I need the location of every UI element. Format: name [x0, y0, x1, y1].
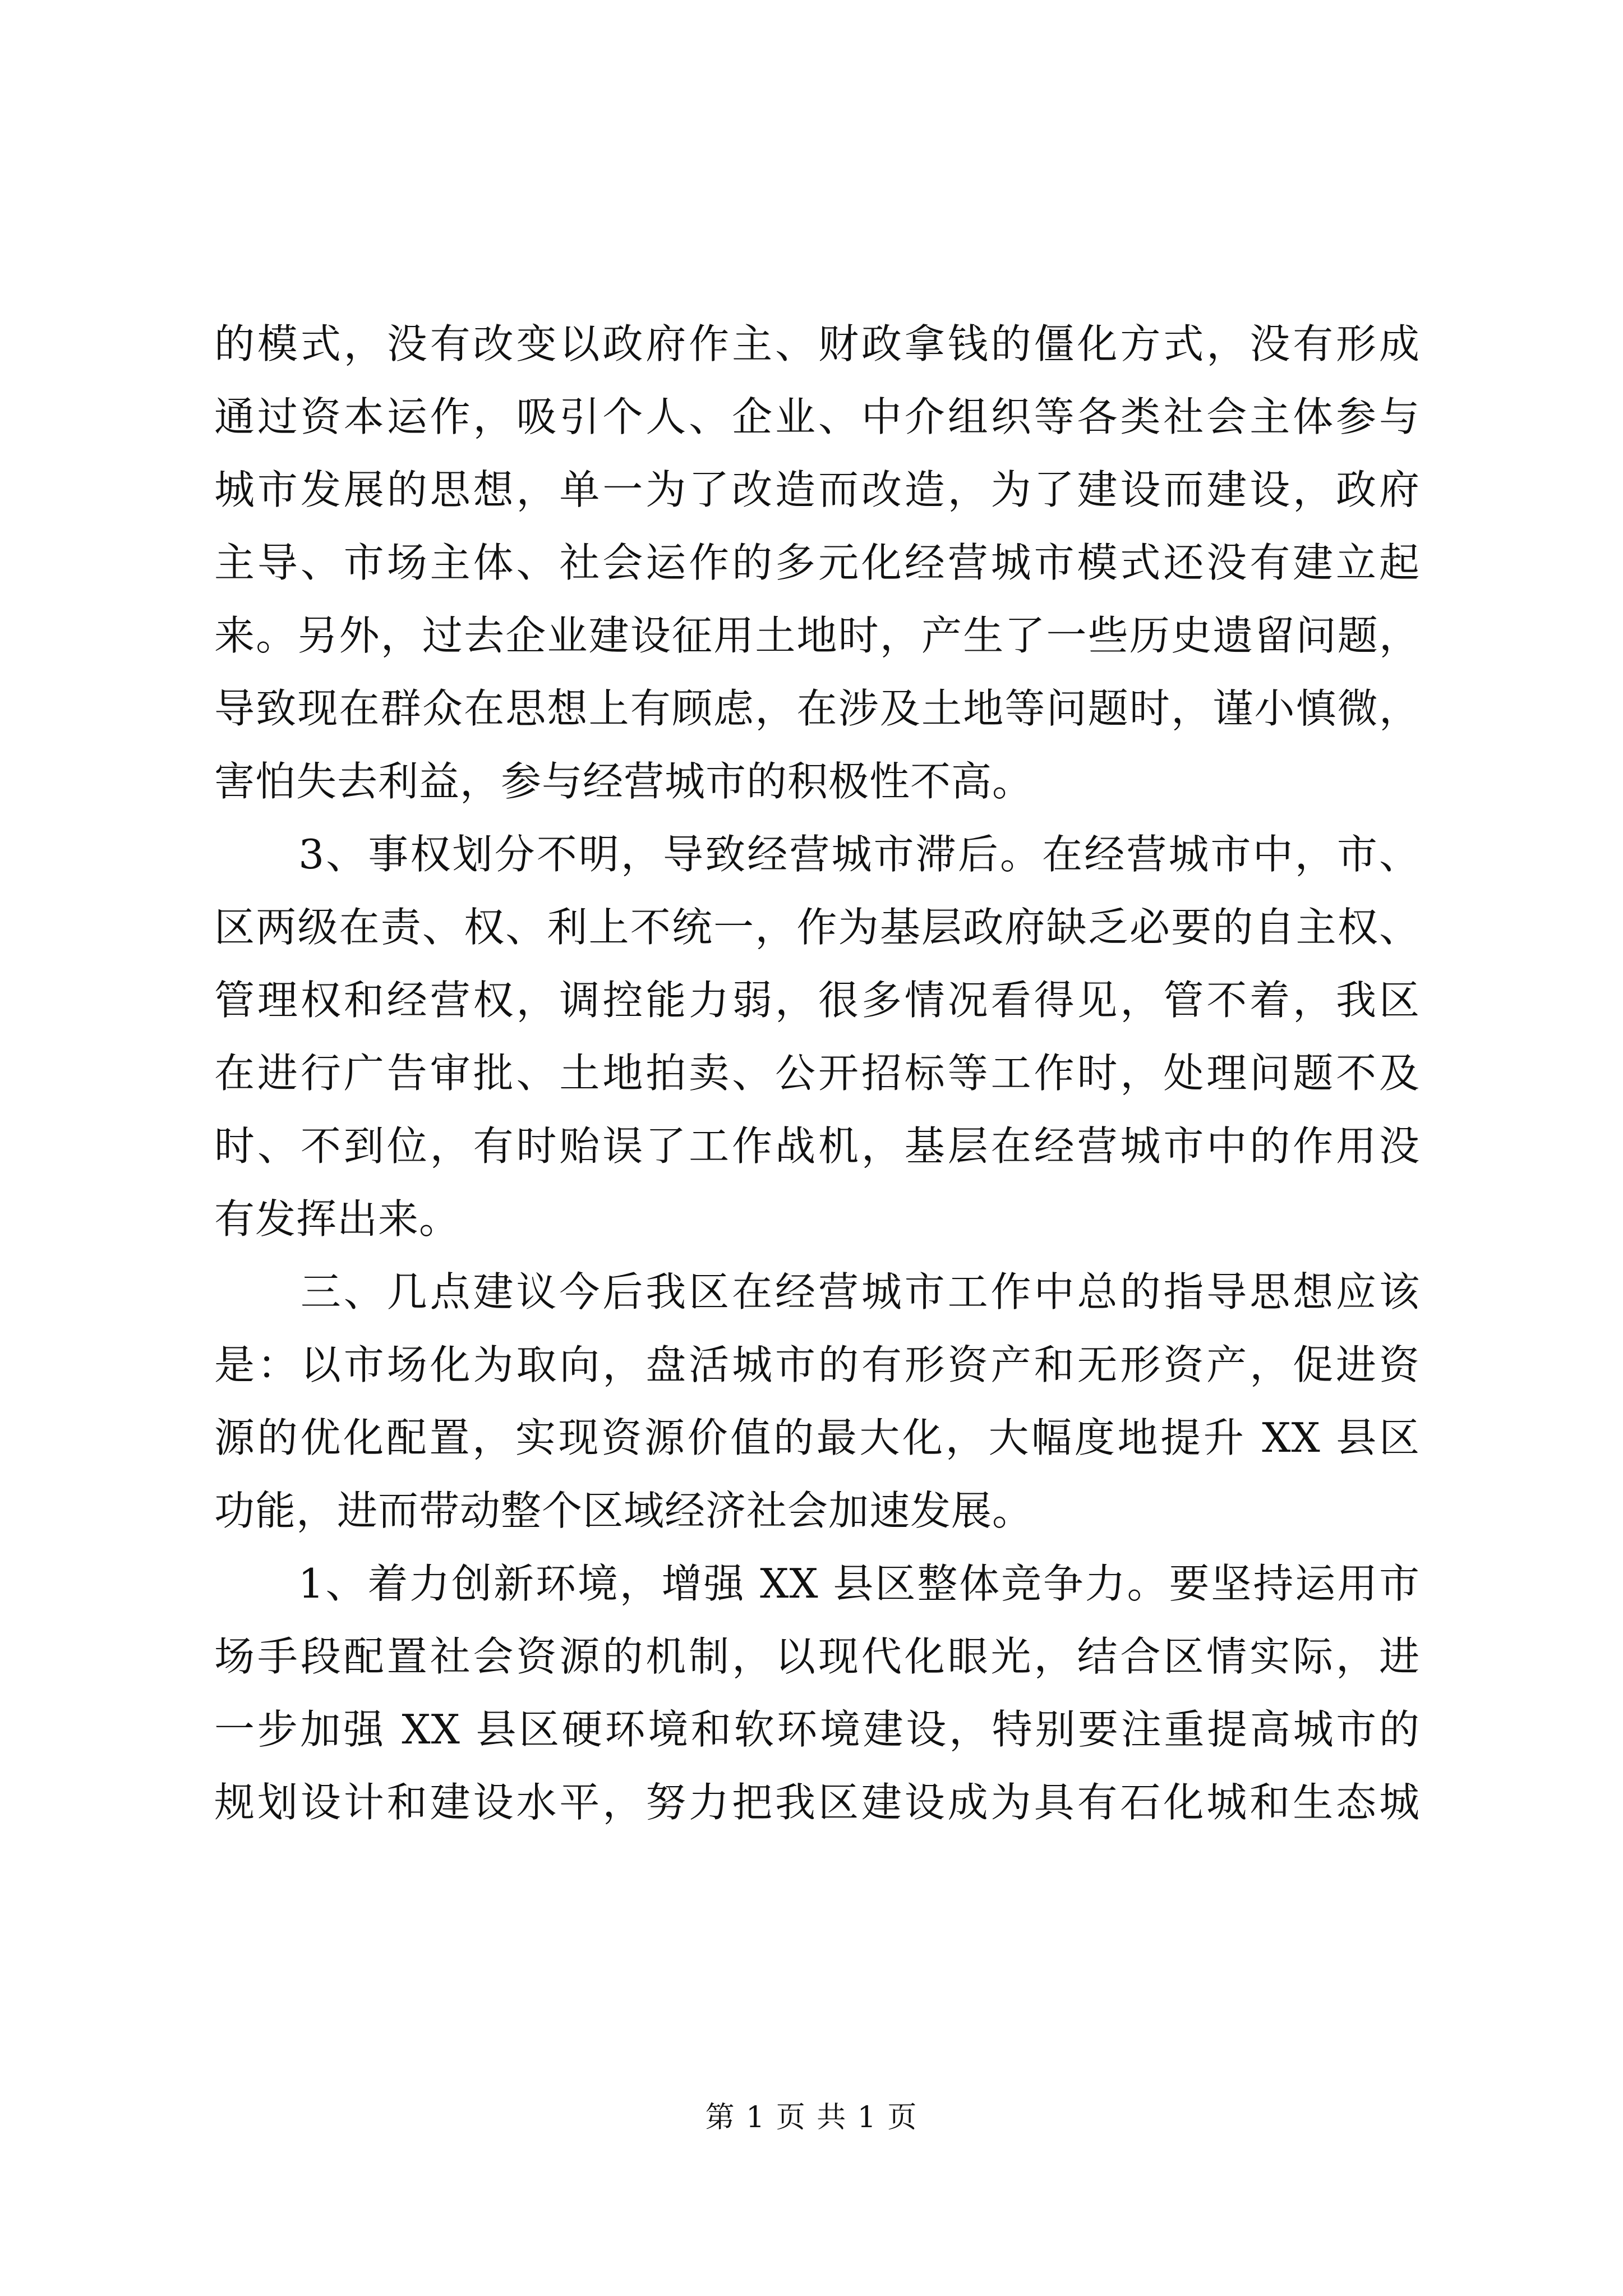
page-number-label: 第 1 页 共 1 页: [705, 2101, 918, 2134]
text-line: 3、事权划分不明，导致经营城市滞后。在经营城市中，市、: [214, 831, 1420, 878]
text-line: 在进行广告审批、土地拍卖、公开招标等工作时，处理问题不及: [214, 1050, 1420, 1097]
paragraph-2: [214, 818, 1420, 1255]
paragraph-1: [214, 307, 1420, 818]
text-line: 区两级在责、权、利上不统一，作为基层政府缺乏必要的自主权、: [214, 904, 1420, 951]
text-line: 场手段配置社会资源的机制，以现代化眼光，结合区情实际，进: [214, 1633, 1420, 1680]
text-line: 时、不到位，有时贻误了工作战机，基层在经营城市中的作用没: [214, 1122, 1420, 1170]
text-line: 主导、市场主体、社会运作的多元化经营城市模式还没有建立起: [214, 539, 1420, 586]
text-line: 功能，进而带动整个区域经济社会加速发展。: [214, 1487, 1034, 1534]
text-line: 规划设计和建设水平，努力把我区建设成为具有石化城和生态城: [214, 1779, 1420, 1826]
text-line: 来。另外，过去企业建设征用土地时，产生了一些历史遗留问题，: [214, 612, 1420, 659]
text-line: 一步加强 XX 县区硬环境和软环境建设，特别要注重提高城市的: [214, 1706, 1420, 1753]
text-line: 通过资本运作，吸引个人、企业、中介组织等各类社会主体参与: [214, 393, 1420, 440]
text-line: 源的优化配置，实现资源价值的最大化，大幅度地提升 XX 县区: [214, 1414, 1420, 1461]
text-line: 1、着力创新环境，增强 XX 县区整体竞争力。要坚持运用市: [214, 1560, 1420, 1607]
text-line: 管理权和经营权，调控能力弱，很多情况看得见，管不着，我区: [214, 977, 1420, 1024]
text-line: 害怕失去利益，参与经营城市的积极性不高。: [214, 758, 1034, 805]
text-line: 城市发展的思想，单一为了改造而改造，为了建设而建设，政府: [214, 466, 1420, 513]
text-line: 三、几点建议今后我区在经营城市工作中总的指导思想应该: [214, 1268, 1420, 1315]
paragraph-4: [214, 1547, 1420, 1839]
text-line: 导致现在群众在思想上有顾虑，在涉及土地等问题时，谨小慎微，: [214, 685, 1420, 732]
page-footer: [0, 2098, 1623, 2137]
text-line: 有发挥出来。: [214, 1195, 460, 1243]
text-line: 是：以市场化为取向，盘活城市的有形资产和无形资产，促进资: [214, 1341, 1420, 1388]
text-line: 的模式，没有改变以政府作主、财政拿钱的僵化方式，没有形成: [214, 320, 1420, 367]
paragraph-3: [214, 1255, 1420, 1547]
document-body: [214, 307, 1420, 1839]
